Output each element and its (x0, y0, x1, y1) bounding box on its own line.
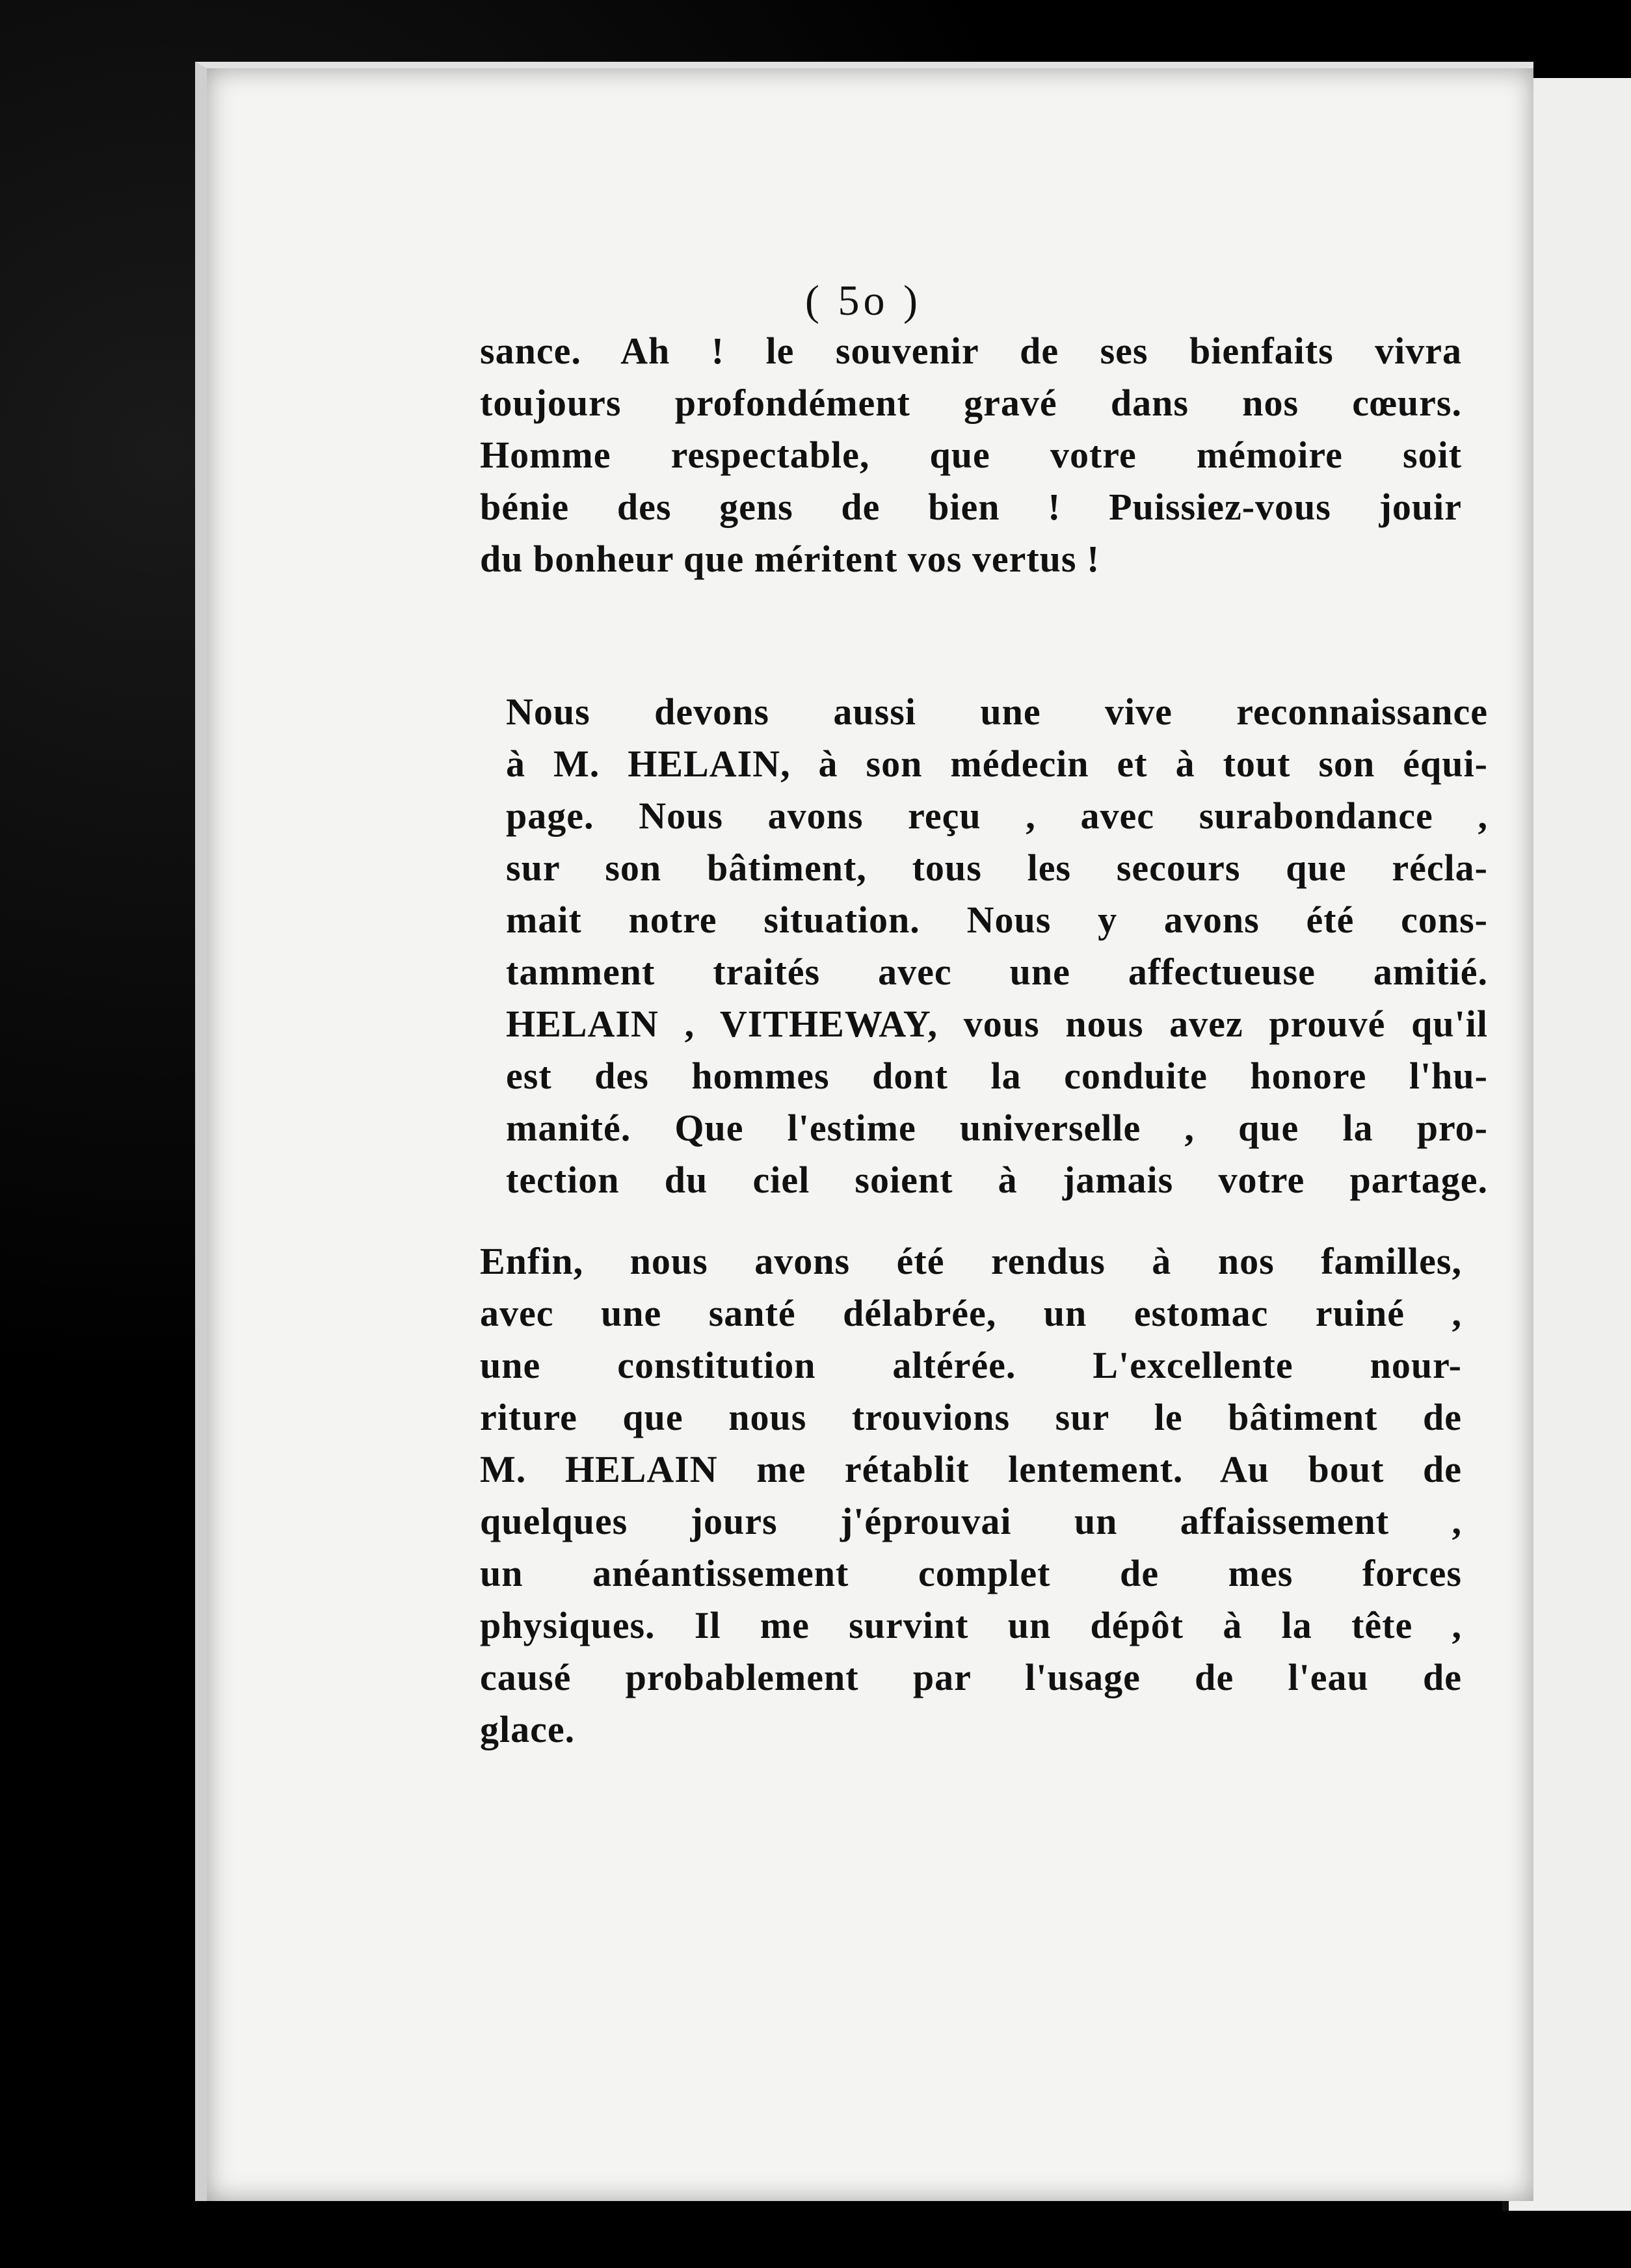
text-line: avec une santé délabrée, un estomac ruiné , (480, 1292, 1462, 1334)
text-line: physiques. Il me survint un dépôt à la tête , (480, 1604, 1462, 1646)
text-line: M. HELAIN me rétablit lentement. Au bout de (480, 1448, 1462, 1490)
text-line: Enfin, nous avons été rendus à nos familles, (480, 1240, 1462, 1282)
text-line: Nous devons aussi une vive reconnaissance (506, 691, 1488, 733)
text-line: tamment traités avec une affectueuse amitié. (506, 951, 1488, 993)
text-line: toujours profondément gravé dans nos cœurs. (480, 382, 1462, 424)
text-line: sur son bâtiment, tous les secours que récla- (506, 847, 1488, 889)
text-line: Homme respectable, que votre mémoire soit (480, 434, 1462, 476)
text-line: à M. HELAIN, à son médecin et à tout son équi- (506, 743, 1488, 785)
text-line: manité. Que l'estime universelle , que la pro- (506, 1107, 1488, 1149)
text-line: page. Nous avons reçu , avec surabondance , (506, 795, 1488, 837)
text-line: sance. Ah ! le souvenir de ses bienfaits vivra (480, 330, 1462, 372)
text-line: bénie des gens de bien ! Puissiez-vous jouir (480, 486, 1462, 528)
text-line: quelques jours j'éprouvai un affaissement , (480, 1500, 1462, 1542)
text-line: causé probablement par l'usage de l'eau de (480, 1656, 1462, 1698)
text-line: mait notre situation. Nous y avons été cons- (506, 899, 1488, 941)
paragraph-1 (480, 325, 1462, 585)
paragraph-2 (506, 686, 1488, 1206)
text-line: un anéantissement complet de mes forces (480, 1552, 1462, 1594)
text-line: est des hommes dont la conduite honore l'hu- (506, 1055, 1488, 1097)
text-line: glace. (480, 1708, 576, 1750)
text-line: tection du ciel soient à jamais votre partage. (506, 1159, 1488, 1201)
paragraph-3 (480, 1235, 1462, 1756)
page-number: ( 5o ) (805, 277, 922, 324)
book-page (195, 62, 1533, 2201)
text-line: une constitution altérée. L'excellente nour- (480, 1344, 1462, 1386)
text-line: riture que nous trouvions sur le bâtiment de (480, 1396, 1462, 1438)
text-line: HELAIN , VITHEWAY, vous nous avez prouvé qu'il (506, 1003, 1488, 1045)
text-line: du bonheur que méritent vos vertus ! (480, 538, 1100, 580)
